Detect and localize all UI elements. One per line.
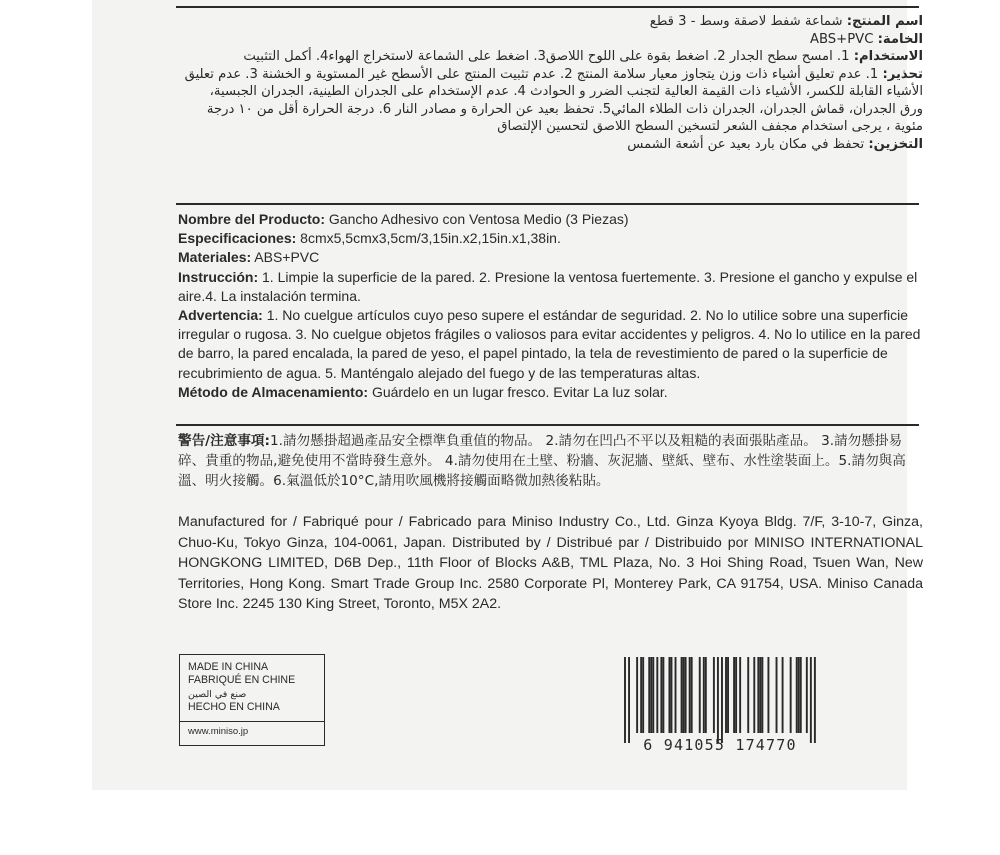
barcode-bar <box>636 657 638 733</box>
barcode-bars <box>624 657 816 743</box>
website-url: www.miniso.jp <box>188 726 249 737</box>
chinese-warning-line <box>178 431 923 491</box>
origin-line-spanish: HECHO EN CHINA <box>188 701 280 714</box>
barcode-bar <box>806 657 808 733</box>
chinese-warning-label: 警告/注意事項: <box>178 433 270 449</box>
barcode-bar <box>703 657 705 733</box>
arabic-storage-line <box>184 136 923 154</box>
barcode-number: 6 941055 174770 <box>643 736 797 754</box>
arabic-product-line <box>184 13 923 31</box>
barcode-bar <box>739 657 741 733</box>
barcode-bar <box>656 657 658 733</box>
spanish-warning-value: 1. No cuelgue artículos cuyo peso supere el estándar de seguridad. 2. No lo utilice sobre una superficie irregular o rugosa. 3. No cuelgue objetos frágiles o valiosos para evitar accidentes y peligros. 4. No lo utilice en la pared de barro, la pared encalada, la pared de yeso, el papel pintado, la tela de revestimiento de pared o la superficie de recubrimiento de agua. 5. Manténgalo alejado del fuego y de las temperaturas altas. <box>178 307 921 381</box>
spanish-product-value: Gancho Adhesivo con Ventosa Medio (3 Piezas) <box>325 211 629 227</box>
barcode-bar <box>735 657 737 733</box>
barcode-bar <box>796 657 798 733</box>
spanish-materials-line <box>178 248 923 267</box>
spanish-instruction-label: Instrucción: <box>178 268 259 285</box>
barcode-bar <box>747 657 749 733</box>
arabic-usage-line <box>184 48 923 66</box>
product-label-card <box>92 0 923 790</box>
arabic-material-line <box>184 31 923 49</box>
barcode-bar <box>713 657 715 733</box>
arabic-material-value: ABS+PVC <box>809 31 874 47</box>
section-divider-2 <box>176 424 919 426</box>
barcode-bar <box>683 657 685 733</box>
spanish-materials-value: ABS+PVC <box>251 249 320 266</box>
spanish-storage-value: Guárdelo en un lugar fresco. Evitar La luz solar. <box>368 383 668 400</box>
top-rule <box>176 6 919 8</box>
origin-line-english: MADE IN CHINA <box>188 661 269 673</box>
barcode-bar <box>733 657 735 733</box>
arabic-storage-value: تحفظ في مكان بارد بعيد عن أشعة الشمس <box>627 136 865 152</box>
origin-line-french: FABRIQUÉ EN CHINE <box>188 674 296 687</box>
arabic-material-label: الخامة: <box>877 31 923 47</box>
barcode-bar <box>810 657 812 743</box>
barcode-bar <box>652 657 654 733</box>
arabic-warning-line <box>184 66 923 136</box>
arabic-warning-value: 1. عدم تعليق أشياء ذات وزن يتجاوز معيار سلامة المنتج 2. عدم تثبيت المنتج على الأسطح غير المستوية و الخشنة 3. عدم تعليق الأشياء القابلة للكسر، الأشياء ذات القيمة العالية لتجنب الضرر و الحوادث 4. عدم الإستخدام على الجدران الطينية، الجدران الجبسية، ورق الجدران، قماش الجدران، الجدران ذات الطلاء المائي5. تحفظ بعيد عن الحرارة و مصادر النار 6. درجة الحرارة أقل من ١٠ درجة مئوية ، يرجى استخدام مجفف الشعر لتسخين السطح اللاصق لتحسين الإلتصاق <box>184 66 923 134</box>
spanish-instruction-line <box>178 268 923 306</box>
barcode-bar <box>721 657 723 743</box>
chinese-section <box>178 431 923 491</box>
barcode-bar <box>725 657 727 733</box>
barcode-bar <box>685 657 687 733</box>
arabic-usage-value: 1. امسح سطح الجدار 2. اضغط بقوة على اللوح اللاصق3. اضغط على الشماعة لاستخراج الهواء4. أكمل التثبيت <box>243 49 850 64</box>
barcode-bar <box>628 657 630 743</box>
arabic-section <box>184 13 923 153</box>
barcode-bar <box>624 657 626 743</box>
barcode-bar <box>705 657 707 733</box>
barcode-bar <box>689 657 691 733</box>
made-in-box <box>179 654 325 746</box>
barcode-bar <box>798 657 800 733</box>
spanish-section <box>178 210 923 402</box>
arabic-storage-label: التخزين: <box>868 136 923 152</box>
barcode-bar <box>814 657 816 743</box>
chinese-warning-value: 1.請勿懸掛超過產品安全標準負重值的物品。 2.請勿在凹凸不平以及粗糙的表面張貼產品。 3.請勿懸掛易碎、貴重的物品,避免使用不當時發生意外。 4.請勿使用在土壁、粉牆、灰泥牆、壁紙、壁布、水性塗裝面上。5.請勿與高溫、明火接觸。6.氣溫低於10°C,請用吹風機將接觸面略微加熱後粘貼。 <box>178 433 906 489</box>
barcode-bar <box>681 657 683 733</box>
barcode-bar <box>650 657 652 733</box>
spanish-warning-line <box>178 306 923 383</box>
origin-line-arabic: صنع في الصين <box>188 688 247 700</box>
barcode-bar <box>776 657 778 733</box>
origin-box-divider <box>180 721 324 722</box>
barcode-bar <box>767 657 769 733</box>
manufacturer-info: Manufactured for / Fabriqué pour / Fabricado para Miniso Industry Co., Ltd. Ginza Kyoya Bldg. 7/F, 3-10-7, Ginza, Chuo-Ku, Tokyo Ginza, 104-0061, Japan. Distributed by / Distribué par / Distribuido por MINISO INTERNATIONAL HONGKONG LIMITED, D6B Dep., 11th Floor of Blocks A&B, TML Plaza, No. 3 Hoi Shing Road, Tsuen Wan, New Territories, Hong Kong. Smart Trade Group Inc. 2580 Corporate Pl, Monterey Park, CA 91754, USA. Miniso Canada Store Inc. 2245 130 King Street, Toronto, M5X 2A2. <box>178 514 923 613</box>
barcode-bar <box>782 657 784 733</box>
barcode-bar <box>757 657 759 733</box>
spanish-materials-label: Materiales: <box>178 249 252 266</box>
barcode-bar <box>640 657 642 733</box>
arabic-warning-label: تحذير: <box>882 66 923 82</box>
barcode-bar <box>717 657 719 743</box>
spanish-specs-value: 8cmx5,5cmx3,5cm/3,15in.x2,15in.x1,38in. <box>296 230 561 247</box>
barcode-bar <box>642 657 644 733</box>
spanish-storage-label: Método de Almacenamiento: <box>178 383 369 400</box>
arabic-product-label: اسم المنتج: <box>846 14 923 29</box>
arabic-product-value: شماعة شفط لاصقة وسط - 3 قطع <box>649 14 843 29</box>
spanish-warning-label: Advertencia: <box>178 307 263 324</box>
barcode-bar <box>671 657 673 733</box>
barcode <box>620 657 820 752</box>
barcode-bar <box>675 657 677 733</box>
barcode-bar <box>800 657 802 733</box>
spanish-specs-line <box>178 229 923 248</box>
arabic-usage-label: الاستخدام: <box>853 49 923 64</box>
barcode-bar <box>699 657 701 733</box>
spanish-storage-line <box>178 383 923 402</box>
section-divider-1 <box>176 203 919 205</box>
barcode-bar <box>648 657 650 733</box>
barcode-bar <box>660 657 662 733</box>
origin-lines <box>188 661 295 715</box>
barcode-bar <box>727 657 729 733</box>
barcode-bar <box>761 657 763 733</box>
spanish-product-line <box>178 210 923 229</box>
barcode-bar <box>668 657 670 733</box>
barcode-bar <box>662 657 664 733</box>
spanish-specs-label: Especificaciones: <box>178 230 297 247</box>
spanish-product-label: Nombre del Producto: <box>178 211 326 227</box>
barcode-bar <box>759 657 761 733</box>
barcode-bar <box>753 657 755 733</box>
barcode-bar <box>691 657 693 733</box>
spanish-instruction-value: 1. Limpie la superficie de la pared. 2. Presione la ventosa fuertemente. 3. Presione el gancho y expulse el aire.4. La instalación termina. <box>178 268 918 304</box>
barcode-bar <box>790 657 792 733</box>
